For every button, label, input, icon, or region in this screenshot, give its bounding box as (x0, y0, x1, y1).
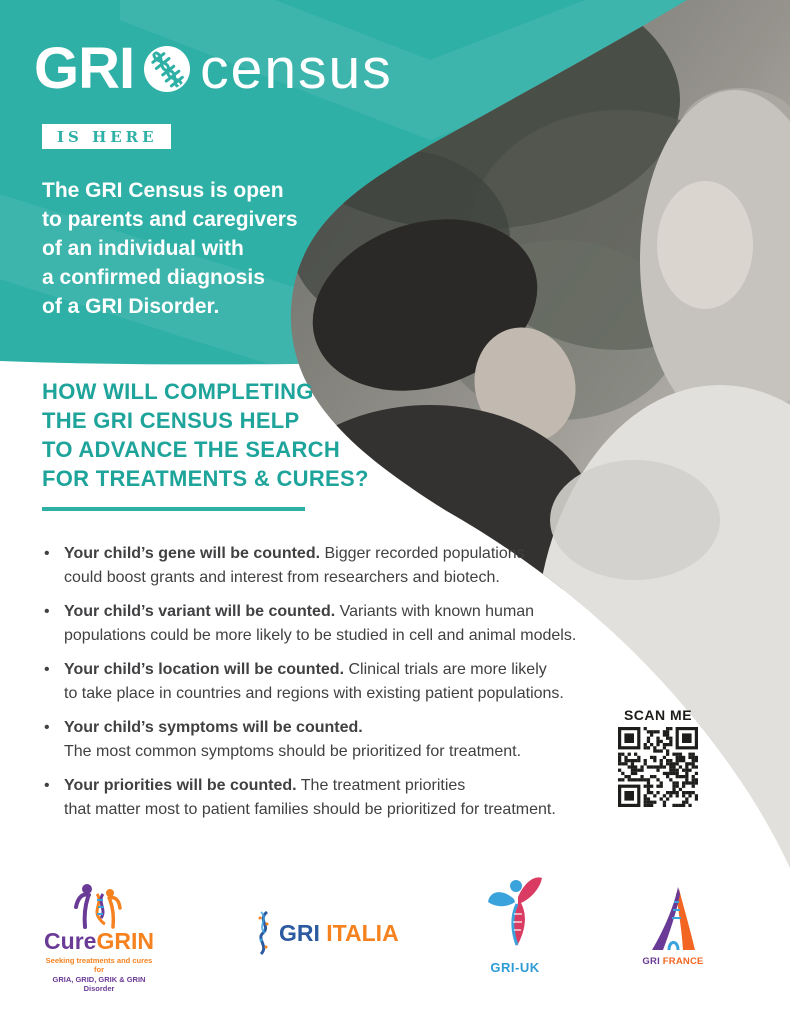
curegrin-figures-icon (73, 880, 125, 930)
section-heading: HOW WILL COMPLETING THE GRI CENSUS HELP TO ADVANCE THE SEARCH FOR TREATMENTS & CURES? (42, 379, 369, 491)
gri-italia-wordmark (279, 920, 399, 947)
list-item: • Your child’s variant will be counted. Variants with known human populations could be more likely to be studied in cell and animal models. (42, 600, 662, 647)
benefits-list (42, 542, 662, 832)
logo-text-census: census (200, 36, 393, 101)
curegrin-disorders-line: GRIA, GRID, GRIK & GRIN Disorder (52, 975, 146, 993)
bullet-marker: • (44, 661, 50, 678)
gri-uk-wordmark: GRI-UK (490, 960, 540, 975)
dna-globe-icon (144, 46, 190, 92)
list-item: • Your priorities will be counted. The treatment priorities that matter most to patient families should be prioritized for treatment. (42, 774, 662, 821)
bullet-marker: • (44, 719, 50, 736)
list-item: • Your child’s location will be counted. Clinical trials are more likely to take place in countries and regions with existing patient populations. (42, 658, 662, 705)
curegrin-logo (40, 880, 158, 993)
curegrin-name-grin: GRIN (96, 928, 154, 954)
curegrin-tagline: Seeking treatments and cures for (45, 956, 153, 974)
scan-me-label: SCAN ME (623, 707, 693, 723)
gri-census-logo (34, 36, 393, 101)
gri-italia-logo (254, 910, 399, 956)
list-item: • Your child’s symptoms will be counted. The most common symptoms should be prioritized for treatment. (42, 716, 662, 763)
bullet-marker: • (44, 777, 50, 794)
curegrin-name-cure: Cure (44, 928, 97, 954)
qr-code (618, 727, 698, 807)
gri-france-logo (640, 886, 706, 967)
gri-uk-figure-icon (487, 874, 543, 958)
logo-text-gri: GRI (34, 36, 135, 101)
list-item: • Your child’s gene will be counted. Bigger recorded populations could boost grants and interest from researchers and biotech. (42, 542, 662, 589)
gri-italia-dna-icon (254, 910, 274, 956)
gri-france-name-gri: GRI (642, 956, 660, 967)
gri-italia-name-gri: GRI (279, 919, 320, 946)
gri-france-wordmark (640, 956, 706, 967)
intro-text: The GRI Census is open to parents and caregivers of an individual with a confirmed diagnosis of a GRI Disorder. (42, 179, 298, 318)
gri-france-name-france: FRANCE (662, 956, 704, 967)
gri-italia-name-italia: ITALIA (326, 919, 399, 946)
gri-uk-logo (475, 874, 555, 975)
bullet-marker: • (44, 545, 50, 562)
divider-rule (42, 507, 305, 511)
gri-france-tower-icon (649, 886, 697, 954)
bullet-marker: • (44, 603, 50, 620)
curegrin-wordmark (40, 930, 158, 953)
is-here-badge: IS HERE (42, 124, 171, 149)
